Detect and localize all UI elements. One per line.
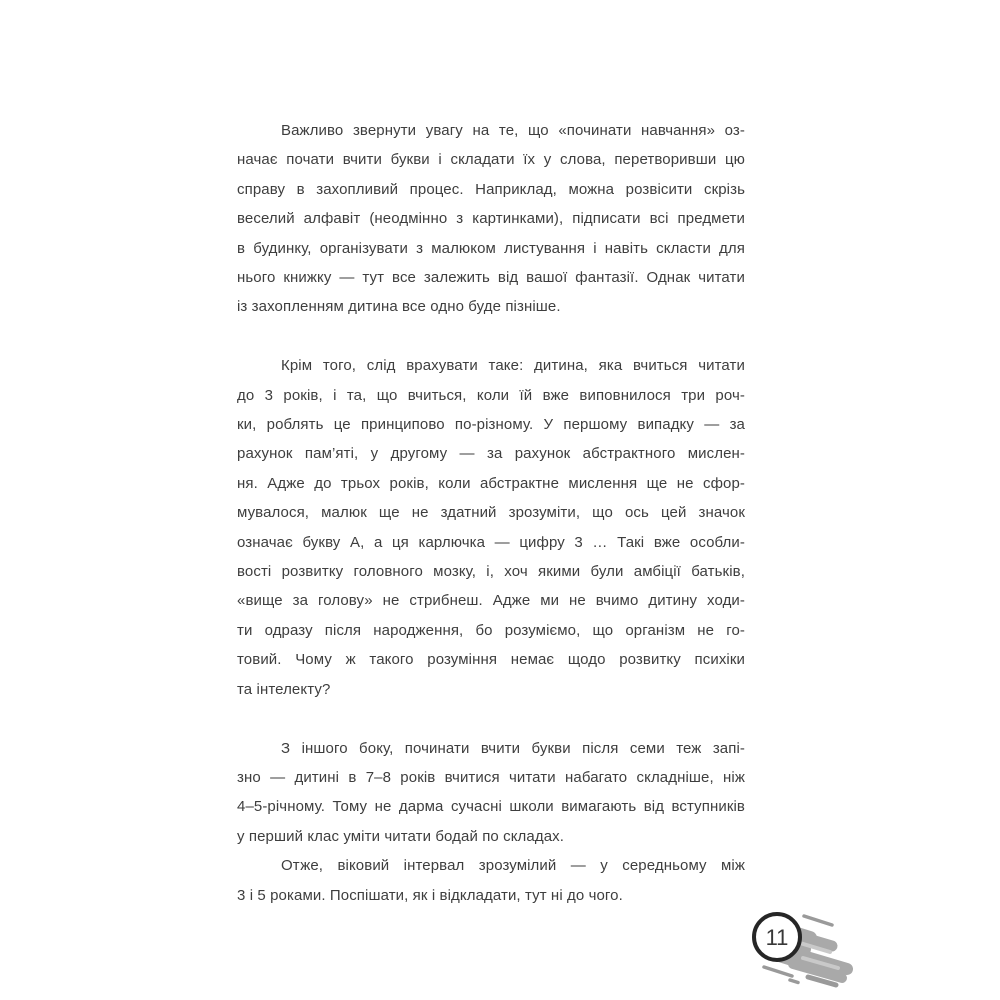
- text-line: ти одразу після народження, бо розуміємо, що організм не го-: [237, 621, 745, 639]
- text-line: «вище за голову» не стрибнеш. Адже ми не вчимо дитину ходи-: [237, 592, 745, 610]
- text-line: справу в захопливий процес. Наприклад, можна розвісити скрізь: [237, 180, 745, 198]
- text-line: нього книжку — тут все залежить від вашої фантазії. Однак читати: [237, 269, 745, 287]
- text-line: Крім того, слід врахувати таке: дитина, яка вчиться читати: [281, 357, 745, 375]
- page-number-badge: [748, 906, 883, 1000]
- text-line: із захопленням дитина все одно буде пізніше.: [237, 298, 561, 316]
- text-line: товий. Чому ж такого розуміння немає щодо розвитку психіки: [237, 651, 745, 669]
- paragraph: [237, 734, 745, 852]
- text-line: 3 і 5 роками. Поспішати, як і відкладати, тут ні до чого.: [237, 886, 623, 904]
- text-line: вості розвитку головного мозку, і, хоч якими були амбіції батьків,: [237, 563, 745, 581]
- paragraph: [237, 851, 745, 910]
- page-number: 11: [765, 925, 789, 950]
- text-line: рахунок пам’яті, у другому — за рахунок абстрактного мислен-: [237, 445, 745, 463]
- text-line: 4–5-річному. Тому не дарма сучасні школи вимагають від вступників: [237, 798, 745, 816]
- text-line: Важливо звернути увагу на те, що «починати навчання» оз-: [281, 122, 745, 139]
- text-line: мувалося, малюк ще не здатний зрозуміти, що ось цей значок: [237, 504, 745, 522]
- text-line: у перший клас уміти читати бодай по складах.: [237, 827, 565, 845]
- text-line: начає почати вчити букви і складати їх у слова, перетворивши цю: [237, 151, 745, 169]
- text-line: зно — дитині в 7–8 років вчитися читати набагато складніше, ніж: [237, 768, 745, 786]
- text-line: веселий алфавіт (неодмінно з картинками), підписати всі предмети: [237, 210, 745, 228]
- text-line: ки, роблять це принципово по-різному. У першому випадку — за: [237, 416, 745, 434]
- comet-ornament-icon: [748, 906, 883, 1000]
- text-line: ня. Адже до трьох років, коли абстрактне мислення ще не сфор-: [237, 474, 745, 492]
- text-line: Отже, віковий інтервал зрозумілий — у середньому між: [281, 857, 745, 875]
- text-line: З іншого боку, починати вчити букви після семи теж запі-: [281, 739, 745, 757]
- text-line: до 3 років, і та, що вчиться, коли їй вже виповнилося три роч-: [237, 386, 745, 404]
- paragraph: [237, 116, 745, 322]
- text-line: та інтелекту?: [237, 680, 331, 698]
- text-block: [237, 116, 745, 910]
- paragraph: [237, 351, 745, 704]
- text-line: в будинку, організувати з малюком листування і навіть скласти для: [237, 239, 745, 257]
- text-line: означає букву А, а ця карлючка — цифру 3 … Такі вже особли-: [237, 533, 745, 551]
